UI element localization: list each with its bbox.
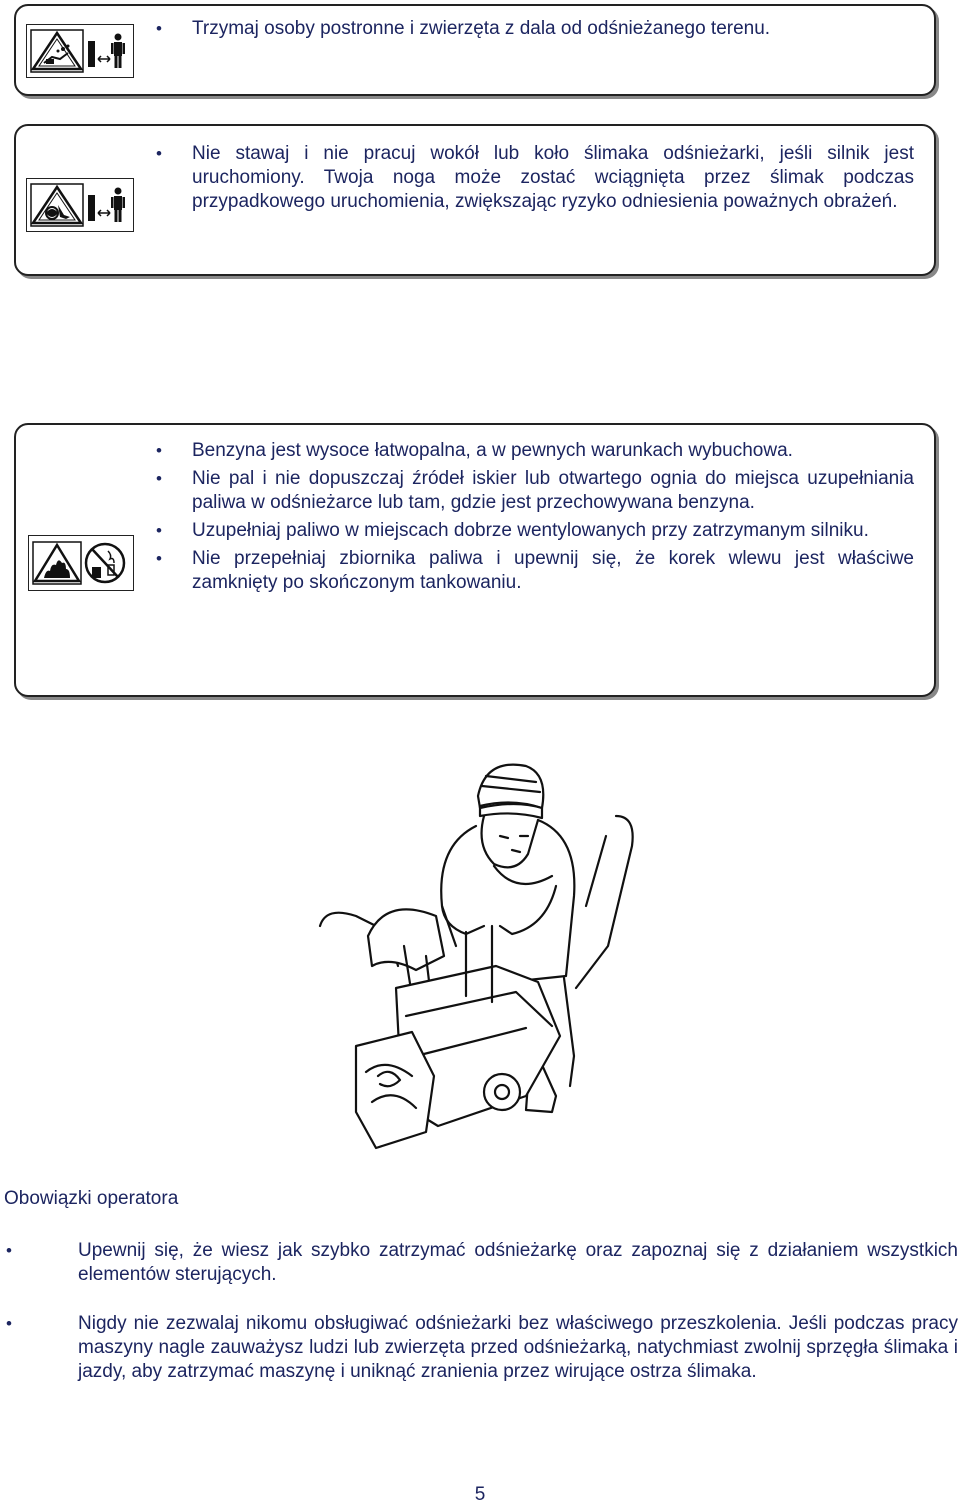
warning-icon-pair (28, 535, 134, 591)
auger-hazard-warning-icon (30, 183, 84, 227)
warning-item: • Benzyna jest wysoce łatwopalna, a w pewnych warunkach wybuchowa. (192, 439, 914, 463)
warning-box-fuel (14, 423, 936, 697)
warning-item: • Nie przepełniaj zbiornika paliwa i upewnij się, że korek wlewu jest właściwe zamknięty po skończonym tankowaniu. (192, 547, 914, 595)
warning-item: • Uzupełniaj paliwo w miejscach dobrze wentylowanych przy zatrzymanym silniku. (192, 519, 914, 543)
duty-item: • Nigdy nie zezwalaj nikomu obsługiwać odśnieżarki bez właściwego przeszkolenia. Jeśli podczas pracy maszyny nagle zauważysz ludzi lub zwierzęta przed odśnieżarką, natychmiast zwolnij sprzęgła ślimaka i jazdy, aby zatrzymać maszynę i uniknąć zranienia przez wirujące ostrza ślimaka. (78, 1312, 958, 1384)
warning-list (192, 17, 914, 45)
warning-icon-pair (26, 24, 134, 78)
no-smoking-fuel-icon (84, 541, 126, 585)
snowblower-debris-warning-icon (30, 29, 84, 73)
duty-item: • Upewnij się, że wiesz jak szybko zatrzymać odśnieżarkę oraz zapoznaj się z działaniem wszystkich elementów sterujących. (78, 1239, 958, 1287)
warning-icon-pair (26, 178, 134, 232)
operator-with-snowblower-illustration (316, 756, 646, 1156)
fire-explosion-warning-icon (32, 541, 82, 585)
section-title-operator-duties: Obowiązki operatora (4, 1188, 179, 1209)
keep-distance-person-icon (86, 183, 126, 227)
keep-distance-person-icon (86, 29, 126, 73)
operator-duties-list (78, 1239, 958, 1409)
warning-item: • Nie pal i nie dopuszczaj źródeł iskier lub otwartego ognia do miejsca uzupełniania paliwa w odśnieżarce lub tam, gdzie jest przechowywana benzyna. (192, 467, 914, 515)
warning-list (192, 439, 914, 599)
warning-list (192, 142, 914, 218)
warning-box-auger (14, 124, 936, 276)
page-number: 5 (474, 1484, 486, 1505)
warning-box-bystanders (14, 4, 936, 96)
warning-item: • Trzymaj osoby postronne i zwierzęta z dala od odśnieżanego terenu. (192, 17, 914, 41)
warning-item: • Nie stawaj i nie pracuj wokół lub koło ślimaka odśnieżarki, jeśli silnik jest uruchomiony. Twoja noga może zostać wciągnięta przez ślimak podczas przypadkowego uruchomienia, zwiększając ryzyko odniesienia poważnych obrażeń. (192, 142, 914, 214)
